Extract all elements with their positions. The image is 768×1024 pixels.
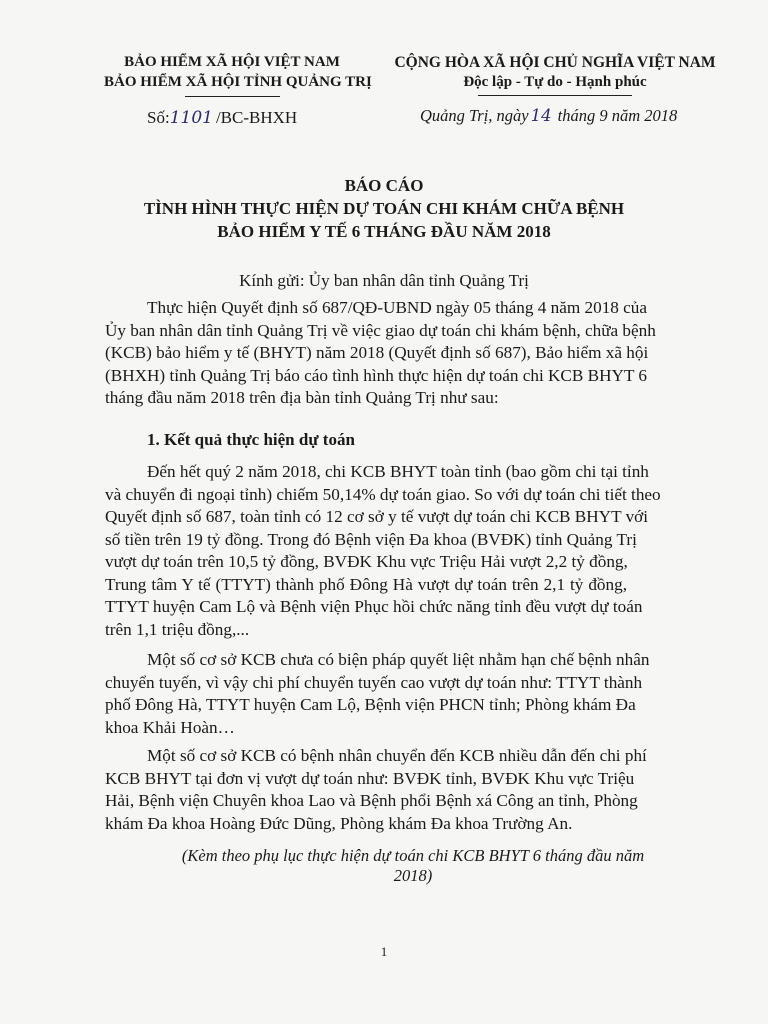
date-suffix: tháng 9 năm 2018: [557, 106, 678, 125]
text-line: Trung tâm Y tế (TTYT) thành phố Đông Hà vượt dự toán trên 2,1 tỷ đồng,: [105, 574, 627, 594]
paragraph-intro: [105, 297, 656, 410]
text-line: khám Đa khoa Hoàng Đức Dũng, Phòng khám Đa khoa Trường An.: [105, 813, 573, 833]
text-line: Thực hiện Quyết định số 687/QĐ-UBND ngày 05 tháng 4 năm 2018 của: [147, 298, 648, 317]
text-line: Hải, Bệnh viện Chuyên khoa Lao và Bệnh phổi Bệnh xá Công an tỉnh, Phòng: [105, 791, 638, 810]
text-line: số tiền trên 19 tỷ đồng. Trong đó Bệnh viện Đa khoa (BVĐK) tỉnh Quảng Trị: [105, 529, 637, 549]
text-line: Đến hết quý 2 năm 2018, chi KCB BHYT toàn tỉnh (bao gồm chi tại tỉnh: [147, 462, 649, 481]
motto-underline: [478, 95, 632, 96]
text-line: (KCB) bảo hiểm y tế (BHYT) năm 2018 (Quyết định số 687), Bảo hiểm xã hội: [105, 343, 649, 362]
text-line: phố Đông Hà, TTYT huyện Cam Lộ, Bệnh viện PHCN tỉnh; Phòng khám Đa: [105, 695, 636, 714]
agency-underline: [185, 96, 280, 97]
section-heading: 1. Kết quả thực hiện dự toán: [147, 430, 355, 449]
text-line: KCB BHYT tại đơn vị vượt dự toán như: BVĐK tỉnh, BVĐK Khu vực Triệu: [105, 768, 635, 788]
report-title-line3: BẢO HIỂM Y TẾ 6 THÁNG ĐẦU NĂM 2018: [217, 222, 551, 241]
agency-name: BẢO HIỂM XÃ HỘI TỈNH QUẢNG TRỊ: [104, 74, 372, 90]
page-number: 1: [380, 944, 388, 959]
agency-parent: BẢO HIỂM XÃ HỘI VIỆT NAM: [124, 54, 340, 70]
document-date: [420, 106, 677, 126]
text-line: (BHXH) tỉnh Quảng Trị báo cáo tình hình thực hiện dự toán chi KCB BHYT 6: [105, 365, 648, 385]
text-line: Một số cơ sở KCB chưa có biện pháp quyết liệt nhằm hạn chế bệnh nhân: [147, 650, 650, 669]
appendix-note-line1: (Kèm theo phụ lục thực hiện dự toán chi KCB BHYT 6 tháng đầu năm: [181, 846, 645, 865]
text-line: và chuyển đi ngoại tỉnh) chiếm 50,14% dự toán giao. So với dự toán chi tiết theo: [105, 484, 661, 504]
document-number: [147, 108, 297, 128]
text-line: chuyển tuyến, vì vậy chi phí chuyển tuyến cao vượt dự toán như: TTYT thành: [105, 672, 643, 692]
text-line: khoa Khải Hoàn…: [105, 717, 235, 737]
appendix-note-line2: 2018): [393, 866, 433, 885]
date-prefix: Quảng Trị, ngày: [420, 106, 529, 125]
national-title: CỘNG HÒA XÃ HỘI CHỦ NGHĨA VIỆT NAM: [394, 54, 716, 71]
number-handwritten: 1101: [169, 108, 213, 128]
number-suffix: /BC-BHXH: [215, 108, 298, 127]
text-line: vượt dự toán trên 10,5 tỷ đồng, BVĐK Khu vực Triệu Hải vượt 2,2 tỷ đồng,: [105, 552, 628, 571]
number-prefix: Số:: [147, 108, 170, 127]
national-motto: Độc lập - Tự do - Hạnh phúc: [463, 74, 647, 90]
text-line: TTYT huyện Cam Lộ và Bệnh viện Phục hồi chức năng tỉnh đều vượt dự toán: [105, 597, 643, 616]
recipient: Kính gửi: Ủy ban nhân dân tỉnh Quảng Trị: [239, 271, 529, 290]
text-line: Ủy ban nhân dân tỉnh Quảng Trị về việc giao dự toán chi khám bệnh, chữa bệnh: [105, 320, 656, 340]
text-line: Quyết định số 687, toàn tỉnh có 12 cơ sở y tế vượt dự toán chi KCB BHYT với: [105, 507, 649, 526]
report-title-label: BÁO CÁO: [344, 176, 424, 195]
text-line: tháng đầu năm 2018 trên địa bàn tỉnh Quảng Trị như sau:: [105, 388, 499, 407]
text-line: Một số cơ sở KCB có bệnh nhân chuyển đến KCB nhiều dẫn đến chi phí: [147, 746, 647, 765]
paragraph-referrals: [105, 649, 650, 739]
report-title-line2: TÌNH HÌNH THỰC HIỆN DỰ TOÁN CHI KHÁM CHỮA BỆNH: [143, 199, 625, 218]
text-line: trên 1,1 triệu đồng,...: [105, 619, 250, 639]
paragraph-results: [105, 461, 661, 641]
date-day: 14: [530, 106, 552, 125]
paragraph-incoming: [105, 745, 647, 835]
